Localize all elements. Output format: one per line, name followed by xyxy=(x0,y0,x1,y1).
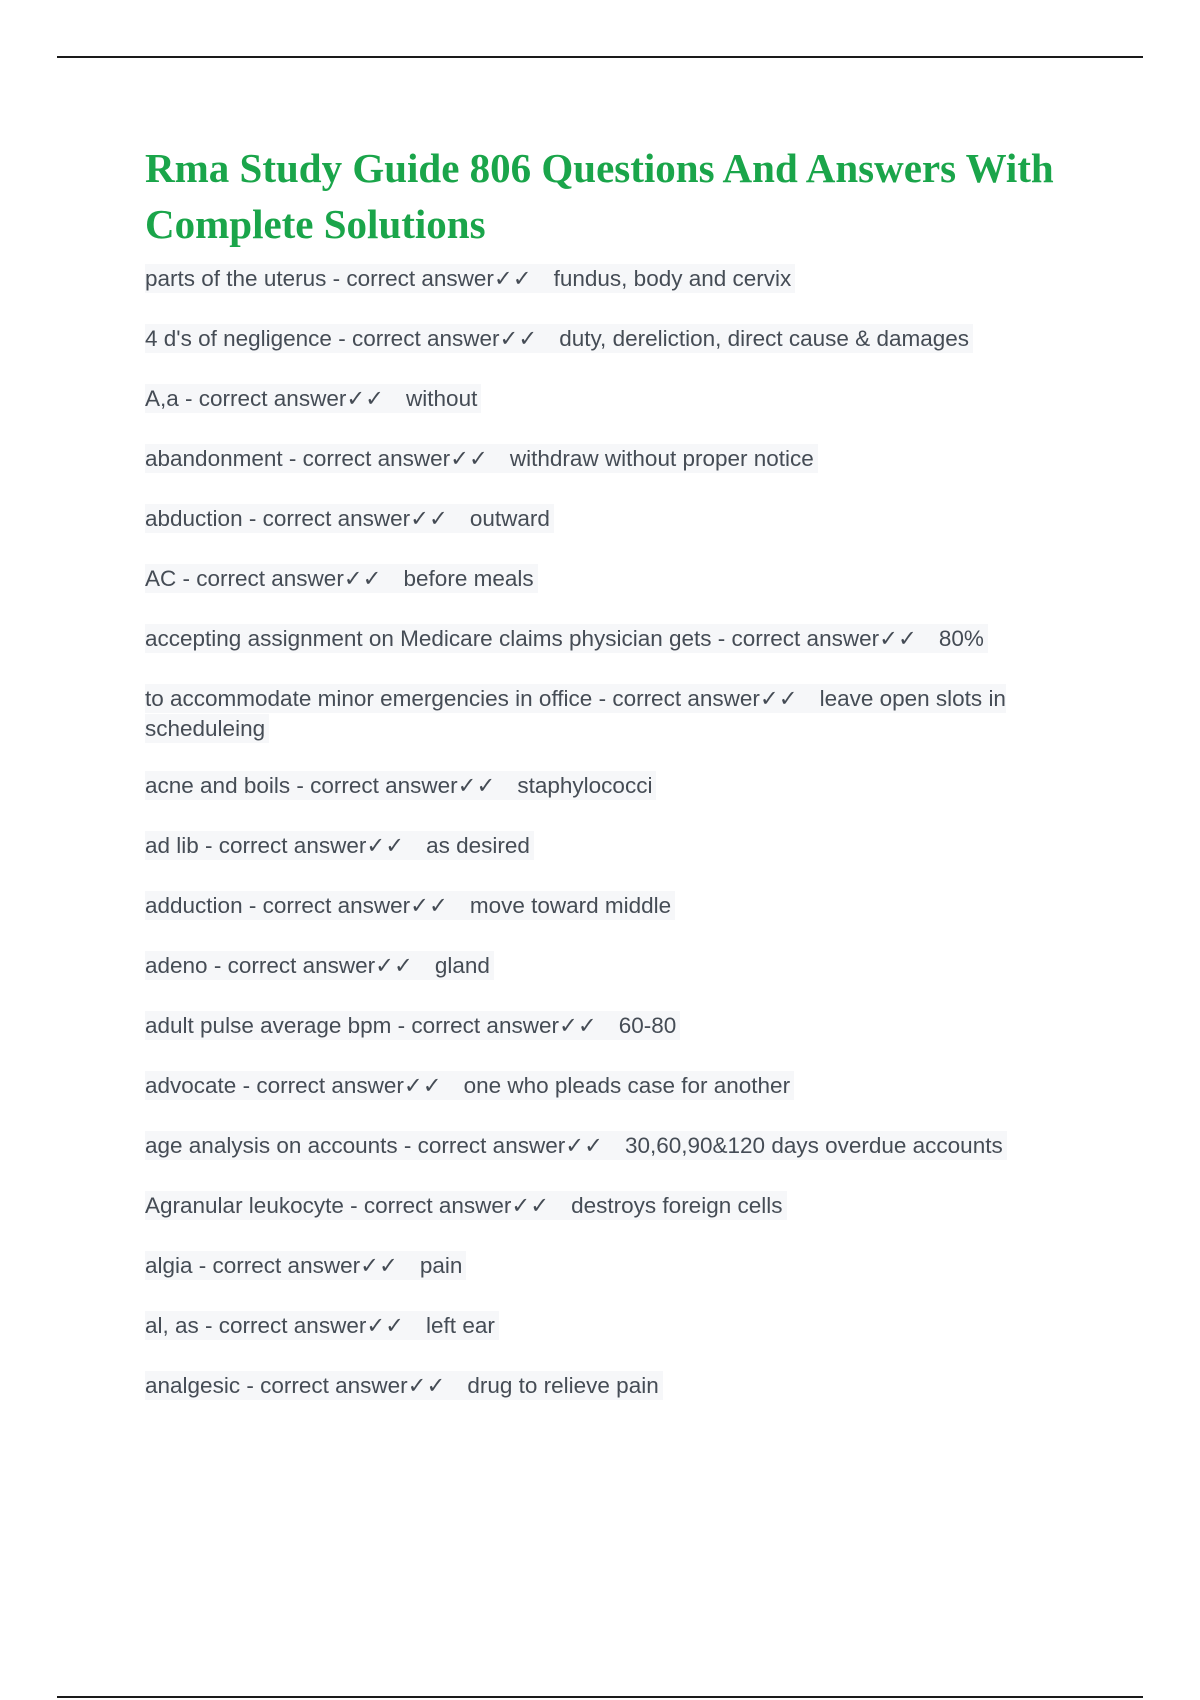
question-text: algia xyxy=(145,1253,193,1278)
qa-line: algia - correct answer✓✓ pain xyxy=(145,1251,466,1280)
correct-answer-marker: correct answer✓✓ xyxy=(260,1373,446,1398)
correct-answer-marker: correct answer✓✓ xyxy=(411,1013,597,1038)
qa-line: parts of the uterus - correct answer✓✓ fundus, body and cervix xyxy=(145,264,795,293)
question-text: parts of the uterus xyxy=(145,266,327,291)
qa-line: accepting assignment on Medicare claims physician gets - correct answer✓✓ 80% xyxy=(145,624,988,653)
correct-answer-marker: correct answer✓✓ xyxy=(212,1253,398,1278)
qa-item xyxy=(145,1311,1085,1341)
answer-text: outward xyxy=(469,506,550,531)
question-text: abduction xyxy=(145,506,243,531)
answer-text: pain xyxy=(419,1253,463,1278)
qa-line: al, as - correct answer✓✓ left ear xyxy=(145,1311,499,1340)
question-text: adeno xyxy=(145,953,208,978)
qa-item xyxy=(145,771,1085,801)
qa-item xyxy=(145,624,1085,654)
question-text: age analysis on accounts xyxy=(145,1133,398,1158)
question-text: advocate xyxy=(145,1073,237,1098)
qa-line: age analysis on accounts - correct answer✓✓ 30,60,90&120 days overdue accounts xyxy=(145,1131,1007,1160)
answer-text: withdraw without proper notice xyxy=(509,446,814,471)
question-text: accepting assignment on Medicare claims physician gets xyxy=(145,626,712,651)
correct-answer-marker: correct answer✓✓ xyxy=(218,833,405,858)
answer-text: 30,60,90&120 days overdue accounts xyxy=(624,1133,1003,1158)
qa-item xyxy=(145,1251,1085,1281)
qa-item xyxy=(145,324,1085,354)
qa-line: adduction - correct answer✓✓ move toward middle xyxy=(145,891,675,920)
bottom-rule xyxy=(57,1696,1143,1698)
answer-text: 80% xyxy=(938,626,984,651)
correct-answer-marker: correct answer✓✓ xyxy=(302,446,488,471)
question-text: adult pulse average bpm xyxy=(145,1013,392,1038)
correct-answer-marker: correct answer✓✓ xyxy=(417,1133,603,1158)
qa-line: Agranular leukocyte - correct answer✓✓ destroys foreign cells xyxy=(145,1191,787,1220)
qa-item xyxy=(145,1131,1085,1161)
qa-line: ad lib - correct answer✓✓ as desired xyxy=(145,831,534,860)
document-body xyxy=(145,140,1085,1431)
correct-answer-marker: correct answer✓✓ xyxy=(262,506,448,531)
qa-line: adult pulse average bpm - correct answer✓✓ 60-80 xyxy=(145,1011,680,1040)
correct-answer-marker: correct answer✓✓ xyxy=(731,626,917,651)
qa-item xyxy=(145,951,1085,981)
qa-item xyxy=(145,831,1085,861)
question-text: 4 d's of negligence xyxy=(145,326,332,351)
question-text: to accommodate minor emergencies in office xyxy=(145,686,593,711)
answer-text: duty, dereliction, direct cause & damages xyxy=(559,326,970,351)
qa-line: AC - correct answer✓✓ before meals xyxy=(145,564,538,593)
answer-text: move toward middle xyxy=(469,893,672,918)
question-text: A,a xyxy=(145,386,179,411)
qa-line: abandonment - correct answer✓✓ withdraw without proper notice xyxy=(145,444,818,473)
qa-list xyxy=(145,264,1085,1401)
correct-answer-marker: correct answer✓✓ xyxy=(262,893,448,918)
correct-answer-marker: correct answer✓✓ xyxy=(227,953,413,978)
correct-answer-marker: correct answer✓✓ xyxy=(198,386,385,411)
answer-text: gland xyxy=(434,953,490,978)
answer-text: drug to relieve pain xyxy=(467,1373,659,1398)
qa-item xyxy=(145,564,1085,594)
question-text: Agranular leukocyte xyxy=(145,1193,344,1218)
qa-line: acne and boils - correct answer✓✓ staphylococci xyxy=(145,771,656,800)
qa-item xyxy=(145,684,1085,744)
question-text: abandonment xyxy=(145,446,283,471)
qa-item xyxy=(145,384,1085,414)
qa-line: advocate - correct answer✓✓ one who pleads case for another xyxy=(145,1071,794,1100)
answer-text: 60-80 xyxy=(618,1013,677,1038)
answer-text: fundus, body and cervix xyxy=(553,266,792,291)
correct-answer-marker: correct answer✓✓ xyxy=(351,326,538,351)
correct-answer-marker: correct answer✓✓ xyxy=(256,1073,442,1098)
qa-item xyxy=(145,1011,1085,1041)
question-text: analgesic xyxy=(145,1373,241,1398)
question-text: al, as xyxy=(145,1313,199,1338)
correct-answer-marker: correct answer✓✓ xyxy=(218,1313,405,1338)
answer-text: leave open slots in scheduleing xyxy=(145,686,1006,741)
qa-item xyxy=(145,444,1085,474)
qa-line: 4 d's of negligence - correct answer✓✓ duty, dereliction, direct cause & damages xyxy=(145,324,973,353)
qa-item xyxy=(145,1071,1085,1101)
qa-line: to accommodate minor emergencies in office - correct answer✓✓ leave open slots in scheduleing xyxy=(145,686,1006,741)
correct-answer-marker: correct answer✓✓ xyxy=(196,566,382,591)
correct-answer-marker: correct answer✓✓ xyxy=(310,773,496,798)
top-rule xyxy=(57,56,1143,58)
qa-line: adeno - correct answer✓✓ gland xyxy=(145,951,494,980)
qa-item xyxy=(145,264,1085,294)
answer-text: destroys foreign cells xyxy=(571,1193,783,1218)
qa-line: abduction - correct answer✓✓ outward xyxy=(145,504,554,533)
qa-item xyxy=(145,504,1085,534)
qa-item xyxy=(145,1371,1085,1401)
question-text: acne and boils xyxy=(145,773,291,798)
correct-answer-marker: correct answer✓✓ xyxy=(612,686,798,711)
answer-text: as desired xyxy=(426,833,530,858)
qa-line: analgesic - correct answer✓✓ drug to relieve pain xyxy=(145,1371,663,1400)
qa-item xyxy=(145,891,1085,921)
question-text: AC xyxy=(145,566,177,591)
answer-text: without xyxy=(406,386,478,411)
question-text: adduction xyxy=(145,893,243,918)
qa-item xyxy=(145,1191,1085,1221)
answer-text: one who pleads case for another xyxy=(463,1073,791,1098)
answer-text: before meals xyxy=(403,566,534,591)
correct-answer-marker: correct answer✓✓ xyxy=(363,1193,550,1218)
answer-text: staphylococci xyxy=(517,773,653,798)
correct-answer-marker: correct answer✓✓ xyxy=(346,266,532,291)
document-title: Rma Study Guide 806 Questions And Answers With Complete Solutions xyxy=(145,145,1054,247)
question-text: ad lib xyxy=(145,833,199,858)
answer-text: left ear xyxy=(426,1313,495,1338)
qa-line: A,a - correct answer✓✓ without xyxy=(145,384,481,413)
